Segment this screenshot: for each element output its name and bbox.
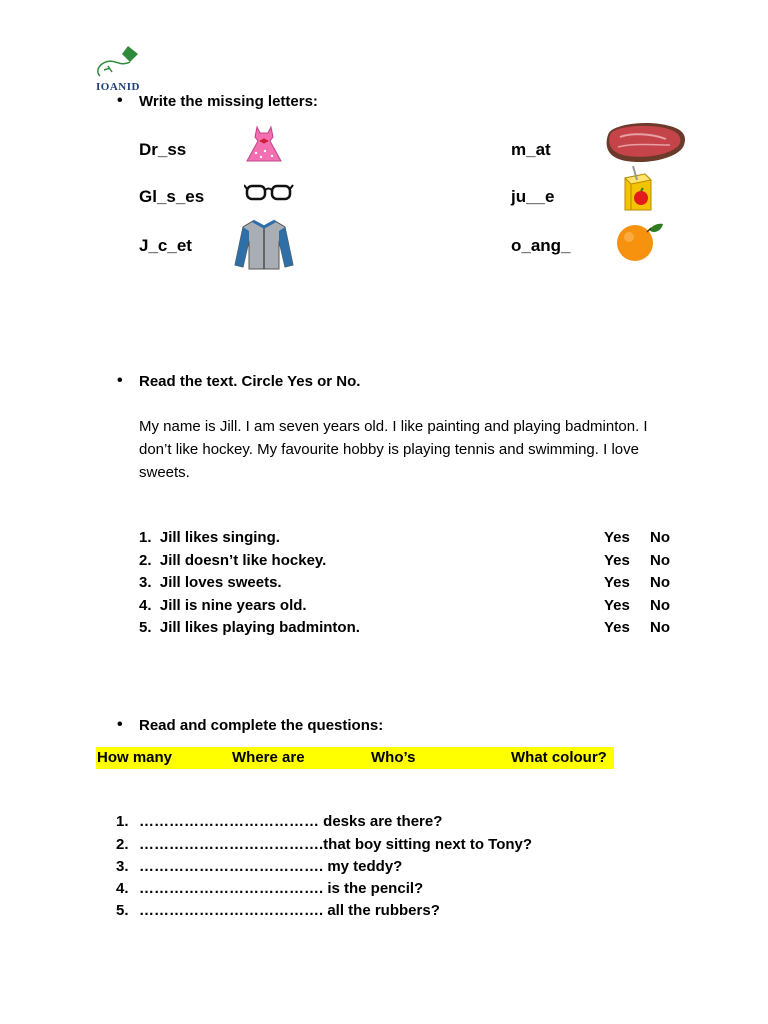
orange-icon bbox=[613, 218, 665, 264]
word-dress: Dr_ss bbox=[139, 140, 187, 159]
yes-option-3[interactable]: Yes bbox=[604, 574, 630, 591]
yes-option-5[interactable]: Yes bbox=[604, 619, 630, 636]
word-bank-option: Who’s bbox=[371, 749, 416, 766]
yn-question-5 bbox=[139, 619, 360, 636]
word-jacket: J_c_et bbox=[139, 236, 192, 255]
no-option-5[interactable]: No bbox=[650, 619, 670, 636]
juice-icon bbox=[607, 166, 667, 212]
logo bbox=[88, 42, 144, 92]
question-number: 5. bbox=[139, 619, 152, 636]
dress-icon bbox=[243, 125, 285, 165]
yes-option-4[interactable]: Yes bbox=[604, 597, 630, 614]
yn-question-3 bbox=[139, 574, 282, 591]
fill-question-5 bbox=[116, 902, 440, 919]
word-meat: m_at bbox=[511, 140, 551, 159]
yes-option-2[interactable]: Yes bbox=[604, 552, 630, 569]
fill-question-1 bbox=[116, 813, 442, 830]
question-number: 2. bbox=[139, 552, 152, 569]
question-text: ………………………………. is the pencil? bbox=[139, 880, 424, 897]
question-text: Jill loves sweets. bbox=[159, 574, 282, 591]
no-option-4[interactable]: No bbox=[650, 597, 670, 614]
word-juice: ju__e bbox=[511, 187, 555, 206]
question-text: ……………………………… desks are there? bbox=[139, 813, 443, 830]
logo-text: IOANID bbox=[96, 81, 140, 93]
word-bank-option: How many bbox=[97, 749, 173, 766]
yes-option-1[interactable]: Yes bbox=[604, 529, 630, 546]
yn-question-1 bbox=[139, 529, 280, 546]
word-bank bbox=[96, 747, 614, 769]
question-text: Jill likes singing. bbox=[159, 529, 280, 546]
question-number: 3. bbox=[116, 858, 129, 875]
question-number: 1. bbox=[116, 813, 129, 830]
yn-question-4 bbox=[139, 597, 307, 614]
question-text: Jill likes playing badminton. bbox=[159, 619, 360, 636]
question-text: Jill doesn’t like hockey. bbox=[159, 552, 327, 569]
kite-logo-icon bbox=[88, 42, 144, 82]
no-option-1[interactable]: No bbox=[650, 529, 670, 546]
question-number: 3. bbox=[139, 574, 152, 591]
question-number: 2. bbox=[116, 836, 129, 853]
reading-paragraph: My name is Jill. I am seven years old. I like painting and playing badminton. I don’t like hockey. My favourite hobby is playing tennis and swimming. I love sweets. bbox=[139, 418, 648, 481]
word-glasses: Gl_s_es bbox=[139, 187, 205, 206]
question-text: ………………………………. all the rubbers? bbox=[139, 902, 440, 919]
no-option-3[interactable]: No bbox=[650, 574, 670, 591]
question-number: 4. bbox=[139, 597, 152, 614]
question-text: ………………………………. my teddy? bbox=[139, 858, 403, 875]
glasses-icon bbox=[244, 180, 294, 204]
question-number: 4. bbox=[116, 880, 129, 897]
word-orange: o_ang_ bbox=[511, 236, 571, 255]
word-bank-option: Where are bbox=[232, 749, 305, 766]
fill-question-3 bbox=[116, 858, 402, 875]
meat-icon bbox=[600, 121, 688, 167]
jacket-icon bbox=[233, 217, 295, 271]
question-number: 5. bbox=[116, 902, 129, 919]
no-option-2[interactable]: No bbox=[650, 552, 670, 569]
yn-question-2 bbox=[139, 552, 326, 569]
fill-question-2 bbox=[116, 836, 532, 853]
section1-heading: • Write the missing letters: bbox=[139, 93, 318, 110]
word-bank-option: What colour? bbox=[511, 749, 607, 766]
question-text: Jill is nine years old. bbox=[159, 597, 307, 614]
fill-question-4 bbox=[116, 880, 423, 897]
question-number: 1. bbox=[139, 529, 152, 546]
question-text: ……………………………….that boy sitting next to Tony? bbox=[139, 836, 533, 853]
section2-heading: • Read the text. Circle Yes or No. bbox=[139, 373, 360, 390]
section3-heading: • Read and complete the questions: bbox=[139, 717, 383, 734]
